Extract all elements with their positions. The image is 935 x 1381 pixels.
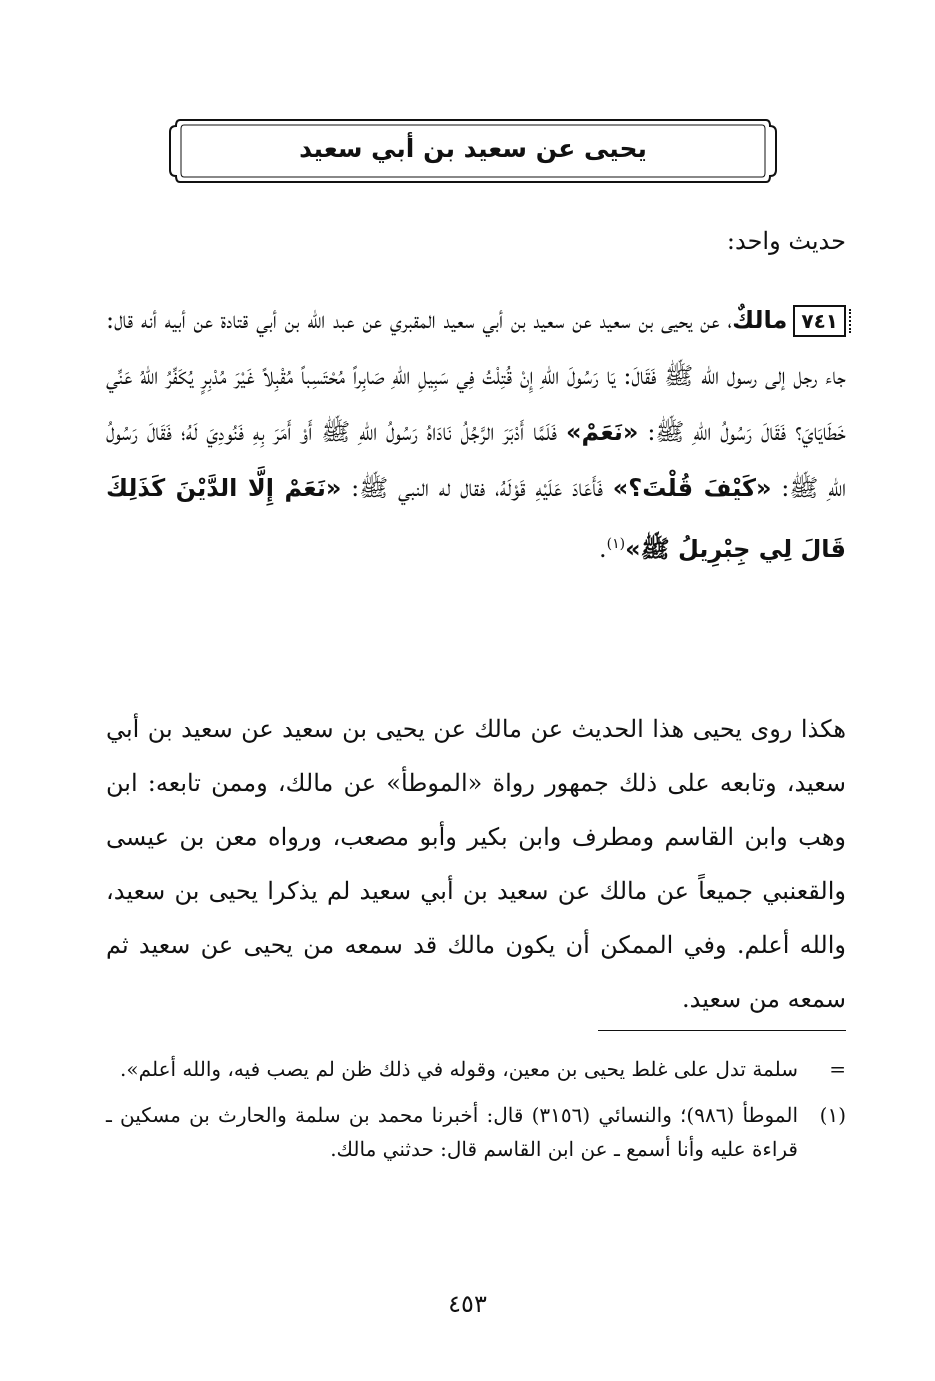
- footnote-reference[interactable]: (١): [606, 536, 626, 552]
- footnote-mark: (١): [819, 1103, 846, 1127]
- hadith-number-badge: ٧٤١: [793, 305, 846, 337]
- commentary-paragraph: هكذا روى يحيى هذا الحديث عن مالك عن يحيى بن سعيد عن سعيد بن أبي سعيد، وتابعه على ذلك جمهور رواة «الموطأ» عن مالك، وممن تابعه: ابن وهب وابن القاسم ومطرف وابن بكير وأبو مصعب، ورواه معن بن عيسى والقعنبي جميعاً عن مالك عن سعيد بن أبي سعيد لم يذكرا يحيى بن سعيد، والله أعلم. وفي الممكن أن يكون مالك قد سمعه من يحيى عن سعيد ثم سمعه من سعيد.: [106, 715, 847, 1013]
- hadith-text-part: فَأَعَادَ عَلَيْهِ قَوْلَهُ، فقال له النبي ﷺ:: [341, 474, 613, 502]
- hadith-end: .: [599, 535, 607, 563]
- hadith-text-part: ، عن يحيى بن سعيد عن سعيد بن أبي سعيد المقبري عن عبد الله بن أبي قتادة عن أبيه أنه قال: جاء رجل إلى رسول الله ﷺ فَقَالَ: يَا رَسُولَ اللهِ إِنْ قُتِلْتُ فِي سَبِيلِ اللهِ صَابِراً مُحْتَسِباً مُقْبِلاً غَيْرَ مُدْبِرٍ يُكَفِّرُ اللهُ عَنِّي خَطَايَايَ؟ فَقَالَ رَسُولُ اللهِ ﷺ:: [106, 306, 846, 446]
- footnote-mark: =: [829, 1057, 846, 1081]
- hadith-quote: «نَعَمْ إِلَّا الدَّيْنَ كَذَلِكَ قَالَ لِي جِبْرِيلُ ﷺ»: [106, 474, 846, 563]
- footnotes: [106, 1052, 846, 1178]
- hadith-quote: «كَيْفَ قُلْتَ؟»: [612, 474, 772, 502]
- hadith-text-part: فَلَمَّا أَدْبَرَ الرَّجُلُ نَادَاهُ رَسُولُ اللهِ ﷺ أَوْ أَمَرَ بِهِ فَنُودِيَ لَهُ؛ فَقَالَ رَسُولُ اللهِ ﷺ:: [106, 418, 847, 502]
- subheading: حديث واحد:: [726, 227, 846, 255]
- hadith-narrator: مالكٌ: [732, 306, 788, 334]
- chapter-title-frame: [166, 116, 780, 186]
- footnote-separator: [598, 1030, 846, 1031]
- footnote-item: [106, 1098, 846, 1166]
- page-number: ٤٥٣: [448, 1290, 487, 1318]
- hadith-paragraph: [106, 292, 846, 577]
- footnote-text: الموطأ (٩٨٦)؛ والنسائي (٣١٥٦) قال: أخبرنا محمد بن سلمة والحارث بن مسكين ـ قراءة عليه وأنا أسمع ـ عن ابن القاسم قال: حدثني مالك.: [106, 1103, 799, 1161]
- chapter-title: يحيى عن سعيد بن أبي سعيد: [299, 134, 647, 163]
- hadith-quote: «نَعَمْ»: [566, 418, 639, 446]
- footnote-text: سلمة تدل على غلط يحيى بن معين، وقوله في ذلك ظن لم يصب فيه، والله أعلم».: [120, 1057, 798, 1081]
- footnote-item: [106, 1052, 846, 1086]
